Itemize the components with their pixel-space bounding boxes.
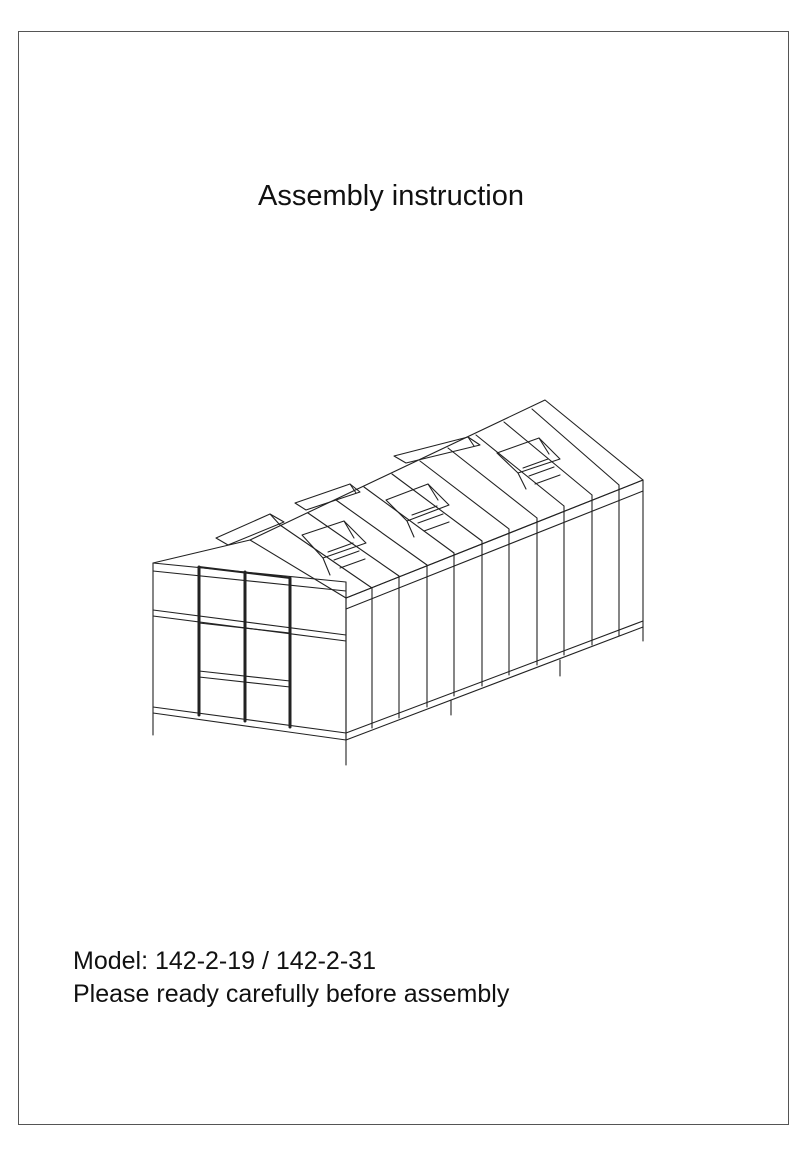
greenhouse-line-drawing (140, 395, 650, 767)
model-number: Model: 142-2-19 / 142-2-31 (73, 947, 376, 975)
assembly-note: Please ready carefully before assembly (73, 980, 510, 1008)
greenhouse-illustration (140, 395, 650, 767)
document-title: Assembly instruction (258, 180, 524, 212)
